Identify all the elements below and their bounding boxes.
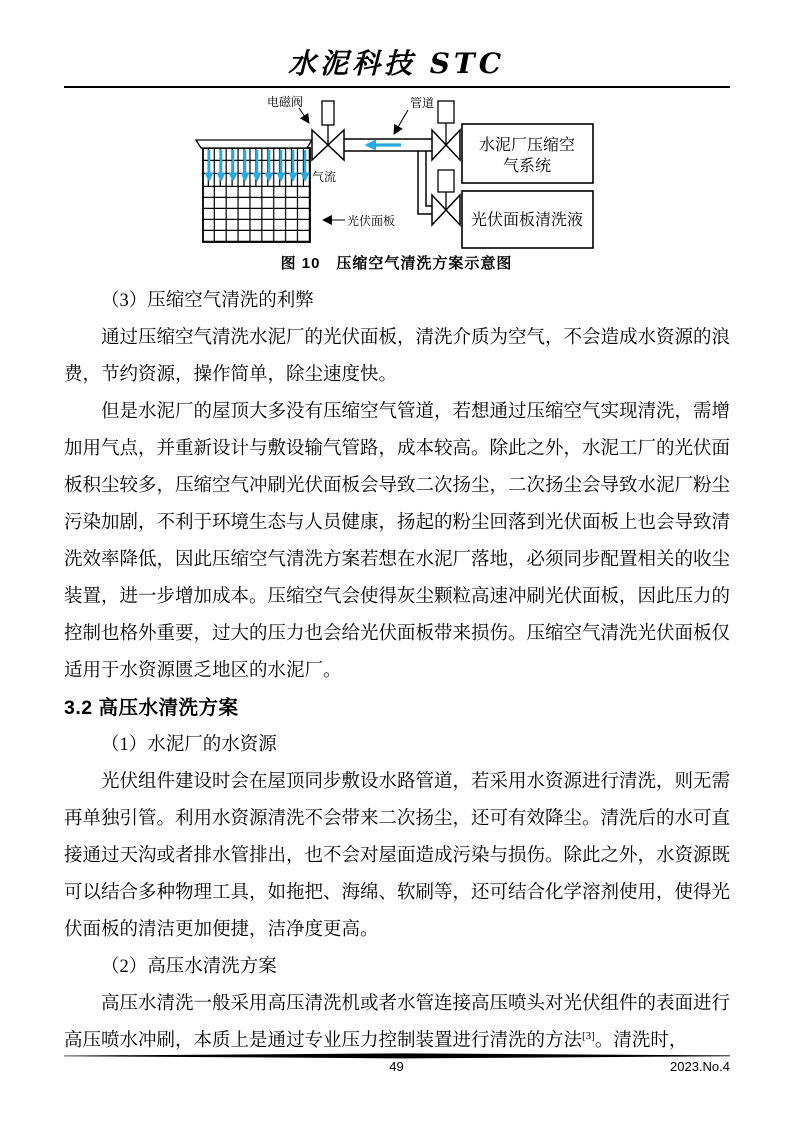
box-compressed-air-system [462, 124, 593, 183]
paragraph-text: 。清洗时， [594, 1031, 688, 1051]
svg-text:电磁阀: 电磁阀 [267, 95, 304, 109]
paragraph-text: 高压水清洗一般采用高压清洗机或者水管连接高压喷头对光伏组件的表面进行高压喷水冲刷，本质上是通过专业压力控制装置进行清洗的方法 [64, 994, 731, 1051]
svg-text:光伏面板清洗液: 光伏面板清洗液 [470, 212, 584, 229]
svg-text:光伏面板: 光伏面板 [347, 214, 396, 228]
svg-text:气系统: 气系统 [502, 158, 552, 175]
label-airflow: 气流 [312, 170, 337, 184]
box-cleaning-liquid [462, 191, 593, 248]
subheading-2: （2）高压水清洗方案 [101, 957, 277, 977]
paragraph: 但是水泥厂的屋顶大多没有压缩空气管道，若想通过压缩空气实现清洗，需增加用气点，并重新设计与敷设输气管路，成本较高。除此之外，水泥工厂的光伏面板积尘较多，压缩空气冲刷光伏面板会导致二次扬尘，二次扬尘会导致水泥厂粉尘污染加剧，不利于环境生态与人员健康，扬起的粉尘回落到光伏面板上也会导致清洗效率降低，因此压缩空气清洗方案若想在水泥厂落地，必须同步配置相关的收尘装置，进一步增加成本。压缩空气会使得灰尘颗粒高速冲刷光伏面板，因此压力的控制也格外重要，过大的压力也会给光伏面板带来损伤。压缩空气清洗光伏面板仅适用于水资源匮乏地区的水泥厂。 [64, 402, 731, 681]
figure-diagram [195, 93, 600, 253]
svg-text:管道: 管道 [410, 96, 435, 110]
paragraph: 通过压缩空气清洗水泥厂的光伏面板，清洗介质为空气，不会造成水资源的浪费，节约资源，操作简单，除尘速度快。 [64, 328, 731, 385]
section-heading: 3.2 高压水清洗方案 [64, 697, 239, 719]
manifold-bar [196, 140, 312, 148]
page-number: 49 [389, 1059, 404, 1074]
label-solenoid-valve [267, 94, 309, 123]
subheading-1: （1）水泥厂的水资源 [101, 735, 277, 755]
valve-lower-icon [432, 170, 460, 225]
header-rule [64, 86, 730, 88]
journal-title: 水泥科技 STC [287, 47, 506, 80]
issue-label: 2023.No.4 [670, 1059, 730, 1074]
solenoid-valve-icon [312, 101, 344, 160]
valve-upper-icon [432, 101, 460, 160]
paragraph [64, 986, 730, 1060]
citation-ref: [3] [582, 1029, 595, 1042]
article-body [64, 283, 730, 1060]
label-pv-panel [323, 213, 395, 228]
pipe-lines [344, 139, 432, 214]
subheading-3: （3）压缩空气清洗的利弊 [101, 291, 314, 311]
figure-caption: 图 10 压缩空气清洗方案示意图 [280, 255, 513, 272]
svg-text:水泥厂压缩空: 水泥厂压缩空 [478, 137, 576, 154]
label-pipe [394, 96, 434, 134]
paragraph: 光伏组件建设时会在屋顶同步敷设水路管道，若采用水资源进行清洗，则无需再单独引管。利用水资源清洗不会带来二次扬尘，还可有效降尘。清洗后的水可直接通过天沟或者排水管排出，也不会对屋面造成污染与损伤。除此之外，水资源既可以结合多种物理工具，如拖把、海绵、软刷等，还可结合化学溶剂使用，使得光伏面板的清洁更加便捷，洁净度更高。 [64, 772, 731, 940]
